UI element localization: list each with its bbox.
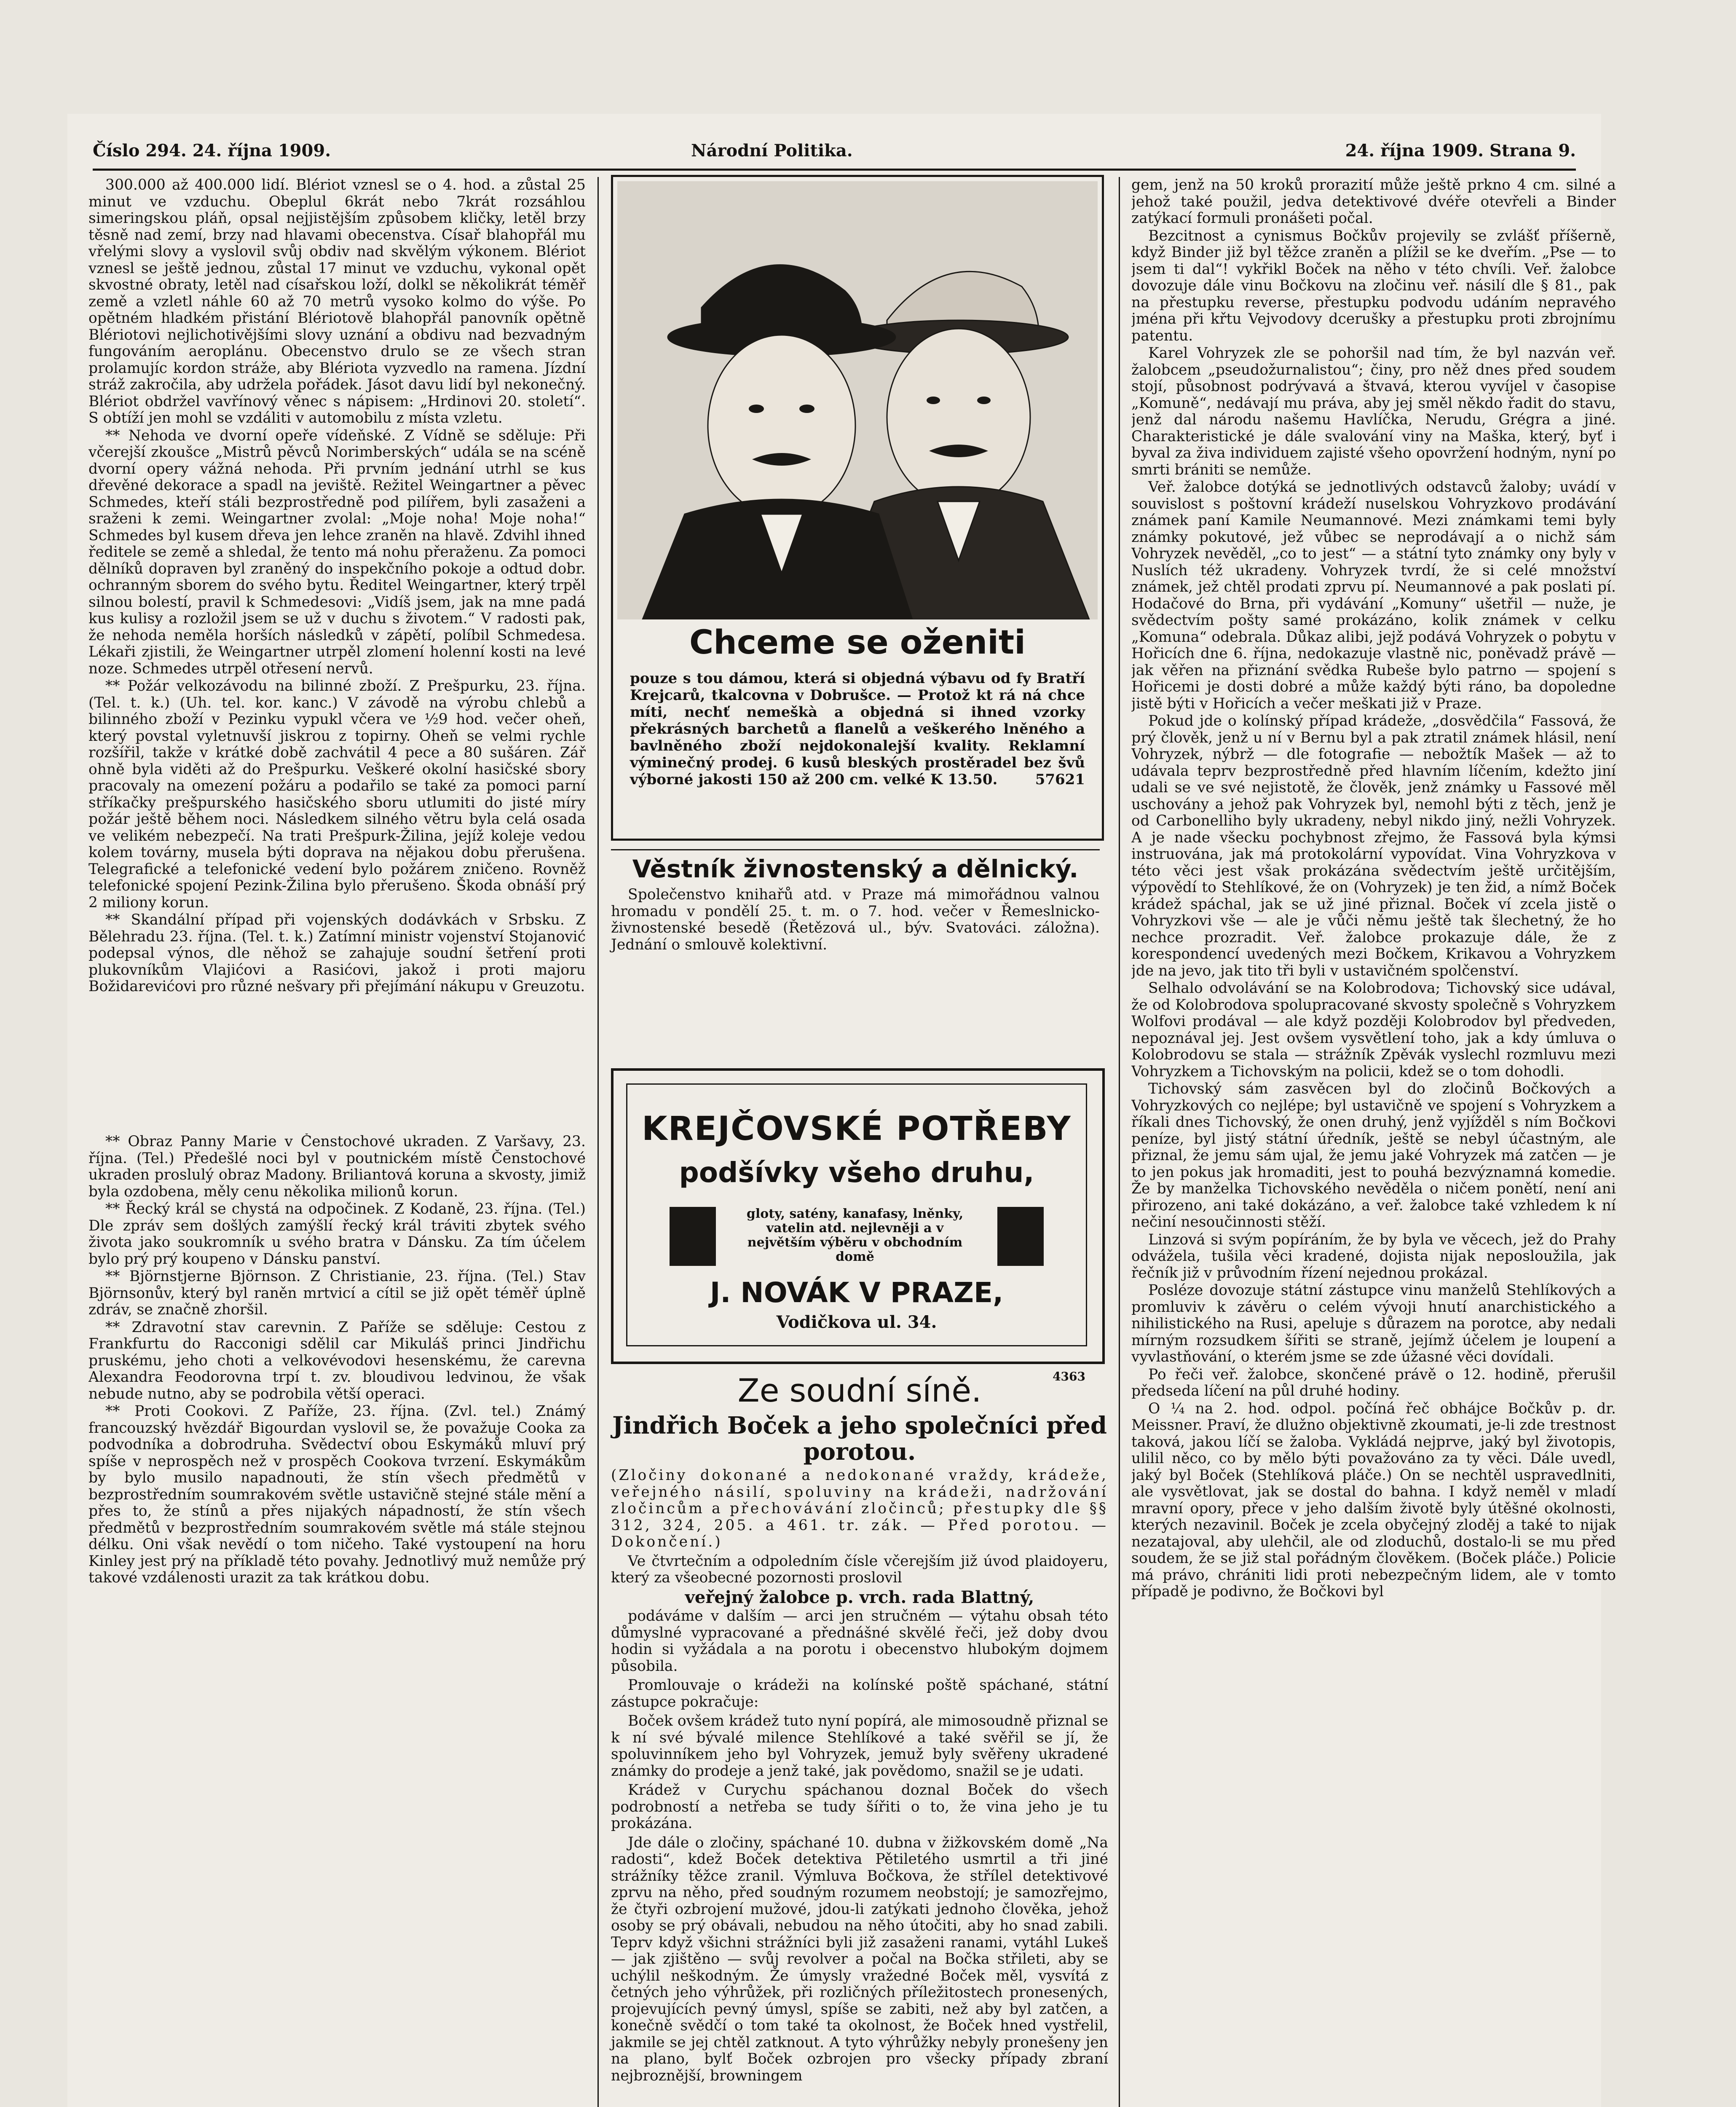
article-paragraph: ** Skandální případ při vojenských dodávkách v Srbsku. Z Bělehradu 23. října. (Tel. t. k.) Zatímní ministr vojenství Stojanović podepsal výnos, dle něhož se zahajuje soudní šetření proti plukovníkům Vlajićovi a Rasićovi, jakož i proti majoru Božidarevićovi pro různé nešvary při přejímání nákupu v Greuzotu. [88,911,586,995]
article-paragraph: ** Požár velkozávodu na bilinné zboží. Z Prešpurku, 23. října. (Tel. t. k.) (Uh. tel. kor. kanc.) V závodě na výrobu chlebů a bilinného zboží v Pezinku vypukl včera ve ½9 hod. večer oheň, který povstal vyletnuvší jiskrou z topirny. Oheň se velmi rychle rozšířil, takže v krátké době zachvátil 4 pece a 80 sušáren. Zář ohně byla viděti až do Prešpurku. Veškeré okolní hasičské sbory pracovaly na omezení požáru a podařilo se také za pomoci parní stříkačky prešpurského hasičského sboru utlumiti do jisté míry požár ještě během noci. Následkem silného větru byla celá osada ve velikém nebezpečí. Na trati Prešpurk-Žilina, jejíž koleje vedou kolem továrny, musela býti doprava na nějakou dobu přerušena. Telegrafické a telefonické vedení bylo požárem zničeno. Rovněž telefonické spojení Pezink-Žilina bylo přerušeno. Škoda obnáší prý 2 miliony korun. [88,678,586,911]
article-paragraph: ** Nehoda ve dvorní opeře vídeňské. Z Vídně se sděluje: Při včerejší zkoušce „Mistrů pěvců Norimberských“ udála se na scéně dvorní opery vážná nehoda. Při prvním jednání utrhl se kus dřevěné dekorace a spadl na jeviště. Režitel Weingartner a pěvec Schmedes, kteří stáli bezprostředně pod pilířem, byli zasaženi a sraženi k zemi. Weingartner zvolal: „Moje noha! Moje noha!“ Schmedes byl kusem dřeva jen lehce zraněn na hlavě. Zdvihl ihned ředitele se země a shledal, že tento má nohu přeraženu. Za pomoci dělníků dopraven byl zraněný do inspekčního pokoje a odtud dobr. ochranným sborem do svého bytu. Ředitel Weingartner, který trpěl silnou bolestí, pravil k Schmedesovi: „Vidíš jsem, jak na mne padá kus kulisy a rozložil jsem se už v duchu s životem.“ V radosti pak, že nehoda neměla horších následků v zápětí, políbil Schmedesa. Lékaři zjistili, že Weingartner utrpěl zlomení holenní kosti na levé noze. Schmedes utrpěl otřesení nervů. [88,427,586,677]
column-rule [597,177,599,2107]
article-lead: (Zločiny dokonané a nedokonané vraždy, krádeže, veřejného násilí, spoluviny na krádeži, nadržování zločincům a přechovávání zločinců; přestupky dle §§ 312, 324, 205. a 461. tr. zák. — Před porotou. — Dokončení.) [611,1467,1108,1550]
article-paragraph: ** Řecký král se chystá na odpočinek. Z Kodaně, 23. října. (Tel.) Dle zpráv sem došlých zamýšlí řecký král tráviti zbytek svého života jako soukromník u svého bratra v Dánsku. Za tím účelem bylo prý prý koupeno v Dánsku panství. [88,1201,586,1268]
article-paragraph: Karel Vohryzek zle se pohoršil nad tím, že byl nazván veř. žalobcem „pseudožurnalistou“; činy, pro něž dnes před soudem stojí, působnost podrývavá a štvavá, kterou vyvíjel v časopise „Komuně“, nedávají mu práva, aby jej směl někdo řadit do stavu, jenž dal národu našemu Havlíčka, Nerudu, Grégra a jiné. Charakteristické je dále svalování viny na Maška, který, byť i byval za živa individuem zajisté všeho opovržení hodným, nyní po smrti brániti se nemůže. [1131,345,1616,478]
article-paragraph: ** Proti Cookovi. Z Paříže, 23. října. (Zvl. tel.) Známý francouzský hvězdář Bigourdan vyslovil se, že považuje Cooka za podvodníka a dobrodruha. Svědectví obou Eskymáků mluví prý spíše v neprospěch než v prospěch Cookova tvrzení. Eskymákům by bylo musilo napadnouti, že stín všech předmětů v bezprostředním soumrakovém světle ustavičně stejné stále mění a přes to, že stínů a přes nijakých nápadností, že stín všech předmětů v bezprostředním soumrakovém světle má stále stejnou délku. Oni však nevědí o tom ničeho. Také vystoupení na horu Kinley jest prý na příkladě této povahy. Jednotlivý muž nemůže prý takové vzdálenosti urazit za tak krátkou dobu. [88,1403,586,1586]
article-paragraph: Veř. žalobce dotýká se jednotlivých odstavců žaloby; uvádí v souvislost s poštovní krádeží nuselskou Vohryzkovo prodávání známek paní Kamile Neumannové. Mezi známkami temi byly známky pokutové, jež vůbec se neprodávají a o nichž sám Vohryzek nevěděl, „co to jest“ — a státní tyto známky ony byly v Nuslích též ukradeny. Vohryzek tvrdí, že si celé množství známek, jež chtěl prodati zprvu pí. Neumannové a pak poslati pí. Hodačové do Brna, při vydávání „Komuny“ ušetřil — nuže, je svědectvím pošty samé prokázáno, kolik známek v celku „Komuna“ odebrala. Důkaz alibi, jejž podává Vohryzek o pobytu v Hořicích dne 6. října, nedokazuje vlastně nic, poněvadž právě — jak věřen na přiznání svědka Rubeše bylo patrno — spojení s Hořicemi je dosti dobré a může každý býti ráno, ba dopoledne jistě býti v Hořicích a večer meškati již v Praze. [1131,479,1616,712]
article-headline: Jindřich Boček a jeho společníci před porotou. [612,1412,1107,1466]
ad-headline: KREJČOVSKÉ POTŘEBY [642,1110,1072,1148]
article-paragraph: gem, jenž na 50 kroků prorazití může ještě prkno 4 cm. silné a jehož také použil, jedva detektivové dvéře otevřeli a Binder zatýkací formuli pronášeti počal. [1131,177,1616,227]
speaker-name: veřejný žalobce p. vrch. rada Blattný, [685,1587,1034,1607]
article-paragraph: Promlouvaje o krádeži na kolínské poště spáchané, státní zástupce pokračuje: [611,1677,1108,1710]
date-page-number: 24. října 1909. Strana 9. [1345,141,1576,161]
ad-text: pouze s tou dámou, která si objedná výbavu od fy Bratří Krejcarů, tkalcovna v Dobrušce. — Protož kt rá ná chce míti, nechť nemeškà a objedná si ihned vzorky překrásných barchetů a flanelů a veškerého lněného a bavlněného zboží nejdokonalejší kvality. Reklamní výminečný prodej. 6 kusů bleských prostěradel bez švů výborné jakosti 150 až 200 cm. velké K 13.50. [630,670,1085,788]
article-paragraph: Boček ovšem krádež tuto nyní popírá, ale mimosoudně přiznal se k ní své bývalé milence Stehlíkové a také svěřil se jí, že spoluvinníkem jeho byl Vohryzek, jemuž byly svěřeny ukradené známky do prodeje a jenž také, jak povědomo, snažil se je udati. [611,1713,1108,1780]
article-paragraph: Společenstvo knihařů atd. v Praze má mimořádnou valnou hromadu v pondělí 25. t. m. o 7. hod. večer v Řemeslnicko-živnostenské besedě (Řetězová ul., býv. Svatováci. záložna). Jednání o smlouvě kolektivní. [611,886,1100,953]
article-paragraph: ** Zdravotní stav carevnin. Z Paříže se sděluje: Cestou z Frankfurtu do Racconigi sdělil car Mikuláš princi Jindřichu pruskému, jeho choti a velkovévodovi hesenskému, že carevna Alexandra Feodorovna trpí t. zv. bloudivou ledvinou, že však nebude nutno, aby se podrobila větší operaci. [88,1319,586,1402]
column-3 [1131,177,1616,2107]
column-1-bottom [88,1134,586,2107]
article-paragraph: O ¼ na 2. hod. odpol. počíná řeč obhájce Bočkův p. dr. Meissner. Praví, že dlužno objektivně zkoumati, je-li zde trestnost taková, jakou líčí se žaloba. Vykládá nejprve, jaký byl životopis, ulilil něco, co by mělo býti považováno za ty věci. Dále uvedl, jaký byl Boček (Stehlíková pláče.) On se nechtěl uspravedlniti, ale vysvětlovat, jak se dostal do bahna. I když neměl v mladí mravní opory, přece v jeho dalším životě byly útěšné okolnosti, kterých nezavinil. Boček je zcela obyčejný zloděj a také to nijak nezatajoval, aby ulehčil, ale od zloduchů, dostalo-li se mu před soudem, že se již stal pořádným člověkem. (Boček pláče.) Policie má právo, chrániti lidi proti nebezpečným lidem, ale v tomto případě je podivno, že Bočkovi byl [1131,1400,1616,1600]
article-paragraph: Selhalo odvolávání se na Kolobrodova; Tichovský sice udával, že od Kolobrodova spolupracované skvosty společně s Vohryzkem Wolfovi prodával — ale když později Kolobrodov byl předveden, nepoznával jej. Jest ovšem vysvětlení toho, jak a kdy úmluva o Kolobrodovu se stala — strážník Zpěvák vyslechl rozmluvu mezi Vohryzkem a Tichovským na policii, kdež se o tom dohodli. [1131,980,1616,1080]
fabric-swatch-icon [997,1207,1044,1266]
page-header [93,131,1576,171]
court-section [611,1372,1108,2084]
article-paragraph: ** Obraz Panny Marie v Čenstochové ukraden. Z Varšavy, 23. října. (Tel.) Předešlé noci byl v poutnickém místě Čenstochové ukraden proslulý obraz Madony. Briliantová koruna a skvosty, jimiž byla ozdobena, měly cenu několika milionů korun. [88,1134,586,1200]
trade-bulletin [611,849,1100,953]
ad-headline: Chceme se oženiti [689,624,1026,662]
two-men-illustration [617,181,1098,619]
article-paragraph: Krádež v Curychu spáchanou doznal Boček do všech podrobností a netřeba se tudy šířiti o to, že vina jeho je tu prokázána. [611,1782,1108,1832]
newspaper-page [67,114,1616,2107]
ad-firm-name: J. NOVÁK V PRAZE, [710,1276,1004,1309]
ad-small-text: gloty, satény, kanafasy, lněnky, vatelin atd. nejlevněji a v největším výběru v obchodním domě [746,1206,964,1264]
advertisement-wedding [611,175,1104,841]
section-heading: Ze soudní síně. [737,1372,982,1409]
article-paragraph: 300.000 až 400.000 lidí. Blériot vznesl se o 4. hod. a zůstal 25 minut ve vzduchu. Obeplul 6krát nebo 7krát rozsáhlou simeringskou pláň, opsal nejjistějším způsobem kličky, letěl brzy těsně nad zemí, brzy nad hlavami obecenstva. Císař blahopřál mu vřelými slovy a vyslovil svůj obdiv nad skvělým výkonem. Blériot vznesl se ještě jednou, zůstal 17 minut ve vzduchu, vykonal opět skvostné obraty, letěl nad císařskou loží, dolkl se několikrát téměř země a vzletl náhle 60 až 70 metrů vysoko kolmo do výše. Po opětném hladkém přistání Blériotově blahopřál panovník opětně Blériotovi nejlichotivějšími slovy uznání a obdivu nad bezvadným fungováním aeroplánu. Obecenstvo drulo se ze všech stran prolamujíc kordon stráže, aby Blériota vyzvedlo na ramena. Jízdní stráž zakročila, aby udržela pořádek. Jásot davu lidí byl nekonečný. Blériot obdržel vavřínový věnec s nápisem: „Hrdinovi 20. století“. S obtíží jen mohl se vzdáliti v automobilu z místa vzletu. [88,177,586,426]
article-paragraph: Ve čtvrtečním a odpoledním čísle včerejším již úvod plaidoyeru, který za všeobecné pozornosti proslovil [611,1552,1108,1586]
article-paragraph: Bezcitnost a cynismus Bočkův projevily se zvlášť příšerně, když Binder již byl těžce zraněn a plížil se ke dveřím. „Pse — to jsem ti dal“! vykřikl Boček na něho v této chvíli. Veř. žalobce dovozuje dále vinu Bočkovu na zločinu veř. násilí dle § 81., pak na přestupku reverse, přestupku podvodu udáním nepravého jména při křtu Vejvodovy dcerušky a přestupku proti zbrojnímu patentu. [1131,227,1616,344]
article-paragraph: Linzová si svým popíráním, že by byla ve věcech, jež do Prahy odvážela, tušila věci kradené, dojista nijak neposloužila, jak řečník již v průvodním řízení nejednou prokázal. [1131,1231,1616,1281]
article-paragraph: ** Björnstjerne Björnson. Z Christianie, 23. října. (Tel.) Stav Björnsonův, který byl raněn mrtvicí a cítil se již opět téměř úplně zdráv, se značně zhoršil. [88,1268,586,1318]
article-paragraph: podáváme v dalším — arci jen stručném — výtahu obsah této důmyslné vypracované a přednášné skvělé řeči, jež doby dvou hodin si vyžádala a na porotu i obecenstvo hlubokým dojmem působila. [611,1608,1108,1675]
ad-address: Vodičkova ul. 34. [776,1312,937,1332]
ad-subheadline: podšívky všeho druhu, [679,1156,1034,1189]
article-paragraph: Jde dále o zločiny, spáchané 10. dubna v žižkovském domě „Na radosti“, kdež Boček detektiva Pětiletého usmrtil a tři jiné strážníky těžce zranil. Výmluva Bočkova, že střílel detektivové zprvu na něho, před soudným rozumem neobstojí; je samozřejmo, že čtyři ozbrojení mužové, jdou-li zatýkati jednoho člověka, jehož osoby se prý obávali, nebudou na něho útočiti, aby ho snad zabili. Teprv když všichni strážníci byli již zasaženi ranami, vytáhl Lukeš — jak zjištěno — svůj revolver a počal na Bočka střileti, aby se uchýlil neškodným. Že úmysly vražedné Boček měl, vysvítá z četných jeho výhrůžek, při rozličných příležitostech pronesených, projevujících pevný úmysl, spíše se zabiti, než aby byl zatčen, a konečně svědčí o tom také ta okolnost, že Boček hned vystřelil, jakmile se jej chtěl zatknout. A tyto výhrůžky nebyly pronešeny jen na plano, bylť Boček ozbrojen pro všecky případy zbraní nejbroznější, browningem [611,1834,1108,2084]
ad-frame [626,1083,1087,1346]
column-rule [1119,177,1120,2107]
masthead-title: Národní Politika. [691,141,853,161]
article-paragraph: Tichovský sám zasvěcen byl do zločinů Bočkových a Vohryzkových co nejlépe; byl ustavičně ve spojení s Vohryzkem a říkali dnes Tichovský, že onen druhý, jenž vyjížděl s ním Bočkovi peníze, byl jistý státní úředník, ještě se nebyl účastným, ale přiznal, že jemu sám ujal, že jemu jaké Vohryzek má zatčen — je to jen pokus jak hromaditi, jest to pouhá bezvýznamná komedie. Že by manželka Tichovského nevěděla o ničem ponětí, není ani přirozeno, ani také dokázáno, a veř. žalobce také vzhledem k ní nečiní nesoučinnosti stěží. [1131,1080,1616,1230]
issue-number: Číslo 294. 24. října 1909. [93,141,331,161]
article-paragraph: Posléze dovozuje státní zástupce vinu manželů Stehlíkových a promluviv k závěru o celém vývoji hnutí anarchistického a nihilistického na Rusi, apeluje s důrazem na porotce, aby nedali mírným rozsudkem šířiti se straně, jejímž účelem je loupení a vyvlastňování, o kterém jsme se zde úžasné věci dovídali. [1131,1282,1616,1365]
advertisement-tailor-supplies [611,1068,1105,1383]
section-heading: Věstník živnostenský a dělnický. [611,849,1100,883]
ad-body-text [630,670,1085,788]
ad-number: 57621 [1035,771,1085,788]
article-paragraph: Pokud jde o kolínský případ krádeže, „dosvědčila“ Fassová, že prý člověk, jenž u ní v Bernu byl a pak ztratil známek hlásil, není Vohryzek, nýbrž — dle fotografie — nebožtík Mašek — až to udávala teprv bezprostředně před hlavním líčením, kdežto jiní udali se ve své nejistotě, že člověk, jenž známky u Fassové měl uschovány a jehož pak Vohryzek byl, nemohl býti z těch, jenž je od Carbonelliho byly ukradeny, nebyl nikdo jiný, nežli Vohryzek. A je nade všecku pochybnost zřejmo, že Fassová byla kýmsi instruována, jak má protokolární vypovídat. Vina Vohryzkova v této věci jest však prokázána svědectvím ještě určitějším, výpovědí to Stehlíkové, že on (Vohryzek) je ten žid, a nímž Boček krádež spáchal, jak se už jiné přiznal. Boček ví zcela jistě o Vohryzkovi vše — ale je vůči němu ještě tak šlechetný, že ho nechce prozradit. Veř. žalobce prokazuje dále, že z korespondencí uvedených mezi Bočkem, Krikavou a Vohryzkem jde na jevo, jak tito tři byli v ustavičném spolčenství. [1131,713,1616,979]
column-1-top [88,177,586,1121]
ad-number: 4363 [1053,1370,1085,1383]
fabric-swatch-icon [670,1207,716,1266]
article-paragraph: Po řeči veř. žalobce, skončené právě o 12. hodině, přerušil předseda líčení na půl druhé hodiny. [1131,1366,1616,1399]
